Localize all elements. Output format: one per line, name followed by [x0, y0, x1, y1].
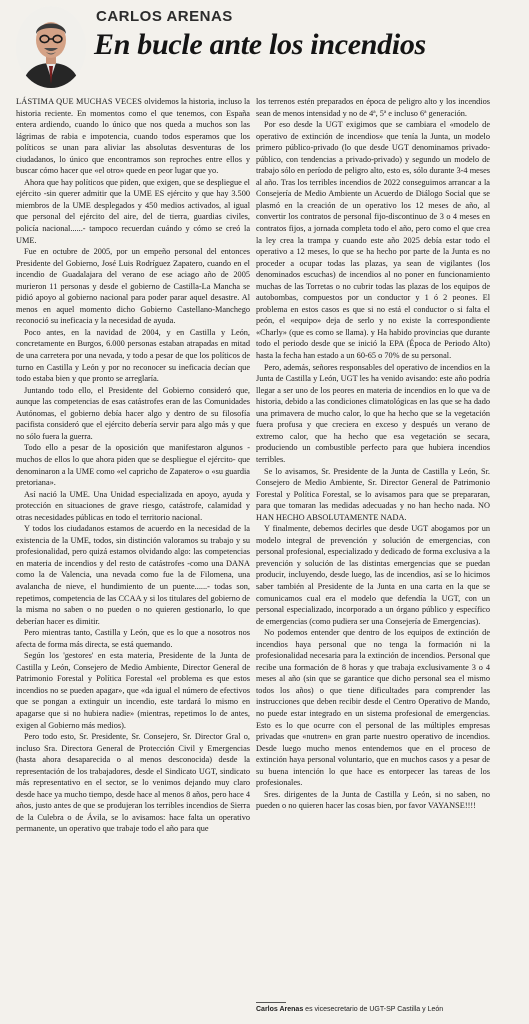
article-paragraph: [16, 650, 250, 731]
article-column-left: [16, 96, 250, 1018]
article-paragraph: [16, 96, 250, 177]
paragraph-text: Según los 'gestores' en esta materia, Presidente de la Junta de Castilla y León, Consejero de Medio Ambiente, Director General de Patrimonio Forestal y Política Forestal «el problema es que estos incendios no se pueden apagar», que «da igual el número de efectivos que se pongan a extinguir un incendio, este tardará lo mismo en apagarse que si no hubiera nadie» (mientras, repetimos lo de antes, exigen al Gobierno más medios).: [16, 651, 250, 730]
paragraph-text: Así nació la UME. Una Unidad especializada en apoyo, ayuda y protección en situaciones de grave riesgo, catástrofe, calamidad y otras necesidades públicas en todo el territorio nacional.: [16, 489, 250, 522]
article-paragraph: [16, 442, 250, 488]
article-paragraph: [16, 489, 250, 524]
paragraph-text: Pero mientras tanto, Castilla y León, que es lo que a nosotros nos afecta de forma más directa, se está quemando.: [16, 628, 250, 649]
paragraph-text: Pero todo esto, Sr. Presidente, Sr. Consejero, Sr. Director Gral o, incluso Sra. Directora General de Protección Civil y Emergencias (hasta ahora desaparecida o al menos desconocida) desde la representación de los trabajadores, desde el Sindicato UGT, sindicato más representativo en el sector, se lo venimos dejando muy claro desde hace ya mucho tiempo, desde hace al menos 8 años, pero hace 4 años, justo antes de que se produjeran los terribles incendios de Sierra de la Culebra o de Ávila, se lo avisamos: hace falta un operativo permanente, un operativo que trabaje todo el año para que: [16, 732, 250, 834]
article-paragraph: [16, 523, 250, 627]
author-name: CARLOS ARENAS: [96, 8, 233, 25]
article-paragraph: [16, 731, 250, 835]
paragraph-text: Pero, además, señores responsables del operativo de incendios en la Junta de Castilla y León, UGT les ha venido avisando: este año podría llegar a ser uno de los peores en materia de incendios en lo que va de historia, debido a las condiciones climatológicas en las que se ha dado una primavera de mucho calor, lo que ha hecho que se la vegetación fuera profusa y que creciera en exceso y después un verano de extremo calor, que ha hecho que esa vegetación se secara, produciendo un combustible perfecto para que hubiera incendios terribles.: [256, 362, 490, 464]
article-title: En bucle ante los incendios: [94, 28, 426, 61]
paragraph-text: Y finalmente, debemos decirles que desde UGT abogamos por un modelo integral de prevención y solución de emergencias, con personal profesional, especializado y dedicado de forma exclusiva a la prevención y solución de las distintas emergencias que se puedan producir, incluyendo, desde luego, las de incendios, así se lo hicimos saber también al Presidente de la Junta en una carta en la que se comunicamos cual era el modelo que defendía la UGT, con un personal especializado, incorporado a un órgano público y específico de emergencias (como pudiera ser una Consejería de Emergencias).: [256, 524, 490, 626]
paragraph-text: No podemos entender que dentro de los equipos de extinción de incendios haya personal que no tenga la formación ni la profesionalidad necesaria para la extinción de incendios. Personal que recibe una formación de 8 horas y que trabaja exclusivamente 3 o 4 meses al año (sin que se garantice que dicho personal sea el mismo todos los años) o que tiene dificultades para comprender las instrucciones que deben recibir desde el Centro Operativo de Mando, no puede estar integrado en un sistema profesional de emergencias. Esto es lo que ocurre con el personal de las múltiples empresas privadas que «nutren» en gran parte nuestro operativo de incendios. Desde luego mucho menos entendemos que en el proceso de extinción haya personal voluntario, que en muchos casos y a pesar de su buena intención lo que hace es entorpecer las tareas de los profesionales.: [256, 628, 490, 788]
article-header: [0, 0, 529, 92]
paragraph-text: Todo ello a pesar de la oposición que manifestaron algunos -muchos de ellos lo que ahora piden que se despliegue el ejército- que denominaron a la UME como «el capricho de Zapatero» o «su guardia pretoriana».: [16, 443, 250, 488]
paragraph-text: olvidemos la historia, incluso la historia reciente. En momentos como el que tenemos, con España entera ardiendo, cuando lo único que nos queda a muchos son las lágrimas de rabia e impotencia, cuando todos esperamos que los políticos se unan para aliviar las absolutas desventuras de los ciudadanos, lo único que encontramos son reproches entre ellos y buscar cómo hacer que «el otro» quede en peor lugar que yo.: [16, 97, 250, 176]
article-paragraph: [16, 327, 250, 385]
paragraph-text: Poco antes, en la navidad de 2004, y en Castilla y León, concretamente en Burgos, 6.000 personas estaban atrapadas en mitad de una carretera por una nevada, y todo a pesar de que los políticos de turno en Castilla y León y por no reconocer su ineficacia decían que todo estaba bien y que pronto se arreglaría.: [16, 327, 250, 384]
author-photo: [16, 6, 86, 88]
paragraph-text: Se lo avisamos, Sr. Presidente de la Junta de Castilla y León, Sr. Consejero de Medio Ambiente, Sr. Director General de Patrimonio Forestal y Política Forestal, se lo avisamos para que se prepararan, para que tomaran las medidas adecuadas y no han hecho nada. NO HAN HECHO ABSOLUTAMENTE NADA.: [256, 466, 490, 522]
article-paragraph: [16, 385, 250, 443]
article-paragraph: [256, 119, 490, 361]
article-paragraph: [256, 96, 490, 119]
article-paragraph: [16, 627, 250, 650]
paragraph-text: Juntando todo ello, el Presidente del Gobierno consideró que, aunque las competencias de esas catástrofes eran de las Comunidades Autónomas, el gobierno debía hacer algo y dentro de su filosofía pacifista consideró que el ejército debería servir para algo más y que no sólo fuera la guerra.: [16, 385, 250, 441]
article-lead: LÁSTIMA QUE MUCHAS VECES: [16, 97, 143, 106]
paragraph-text: Ahora que hay políticos que piden, que exigen, que se despliegue el ejército -sin querer admitir que la UME ES ejército y que hay 3.500 miembros de la UME desplegados y 450 medios activados, al igual que personal del ejército del aire, del de tierra, guardias civiles, policía nacional......- tampoco recuerdan cuándo y cómo se creó la UME.: [16, 177, 250, 245]
paragraph-text: Por eso desde la UGT exigimos que se cambiara el «modelo de operativo de extinción de incendios» que tenía la Junta, un modelo primero público-privado (lo que desde UGT denominamos privado-público, con tendencias a privado-privado) y segundo un modelo de trabajo sólo en período de peligro alto, esto es, sólo durante 3-4 meses al año. Tras los terribles incendios de 2022 conseguimos arrancar a la Consejería de Medio Ambiente un Acuerdo de Diálogo Social que se plasmó en la creación de un operativo los 12 meses de año, al convertir los contratos de personal fijo-discontinuo de 3 o 4 meses en contratos fijos, a jornada completa todo el año, pero como el que crea la ley crea la trampa y cuando este año 2025 debía estar todo el operativo a 12 meses, lo que se ha hecho por parte de la Junta es no proceder a ocupar todas las plazas, ya sean de vigilantes (los denominados escuchas) de incendios al no poner en funcionamiento muchas de las Torretas o no cubrir todas las plazas de los equipos de autobombas, compuestos por un conductor y 1 ó 2 peones. El problema en estos casos es que si no está el conductor o si falta el peón, el «equipo» deja de serlo y no existe la correspondiente «Charly» (que es como se llama). y Ha habido provincias que durante todo el periodo desde que se inició la EPA (Época de Periodo Alto) hasta la fecha han estado a un 60-65 o 70% de su personal.: [256, 120, 490, 361]
signature-role: es vicesecretario de UGT-SP Castilla y León: [305, 1006, 444, 1013]
author-signature: [256, 1006, 496, 1013]
paragraph-text: Fue en octubre de 2005, por un empeño personal del entonces Presidente del Gobierno, José Luis Rodríguez Zapatero, cuando en el incendio de Guadalajara del verano de ese aciago año de 2005 murieron 11 personas y desde el gobierno de Castilla-La Mancha se pidió apoyo al gobierno nacional para poder parar aquel desastre. Al menos en aquel momento dicho Gobierno Castellano-Manchego reconoció su ineficacia y la necesidad de ayuda.: [16, 247, 250, 326]
article-paragraph: [256, 362, 490, 466]
signature-divider: [256, 1002, 286, 1003]
article-paragraph: [16, 177, 250, 246]
article-paragraph: [256, 466, 490, 524]
article-paragraph: [16, 246, 250, 327]
paragraph-text: Sres. dirigentes de la Junta de Castilla y León, si no saben, no pueden o no quieren hacer las cosas bien, por favor VAYANSE!!!!: [256, 789, 490, 811]
article-paragraph: [256, 627, 490, 789]
article-paragraph: [256, 789, 490, 812]
paragraph-text: los terrenos estén preparados en época de peligro alto y los incendios sean de menos intensidad y no de 4ª, 5ª e incluso 6ª generación.: [256, 97, 490, 118]
author-portrait-image: [16, 6, 86, 88]
article-column-right: [256, 96, 490, 1014]
article-paragraph: [256, 523, 490, 627]
signature-name: Carlos Arenas: [256, 1006, 304, 1013]
paragraph-text: Y todos los ciudadanos estamos de acuerdo en la necesidad de la existencia de la UME, todos, sin distinción valoramos su trabajo y su profesionalidad, pero quizá estamos olvidando algo: las competencias en materia de incendios y del resto de catástrofes -como una DANA como la de Valencia, una nevada como fue la de Filomena, una avalancha de nieve, el hundimiento de un puente......- todas son, repetimos, competencia de las CCAA y si los titulares del gobierno de la misma no saben o no pueden o no quieren gestionarlo, lo que deberían hacer es dimitir.: [16, 524, 250, 626]
